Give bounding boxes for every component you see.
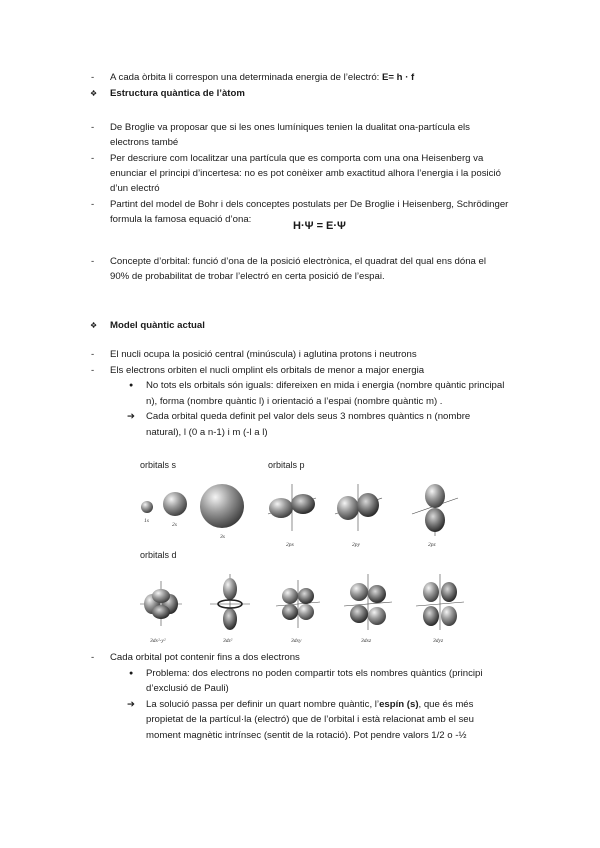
dash-bullet: - [91, 652, 95, 663]
diamond-bullet-icon: ❖ [90, 89, 98, 98]
orbital-3dx2-y2 [140, 581, 182, 626]
paragraph-line: El nucli ocupa la posició central (minúscula) i aglutina protons i neutrons [110, 349, 417, 360]
orbital-2px [268, 484, 316, 531]
label-3dx2-y2: 3dx²-y² [150, 638, 166, 644]
orbitals-p-label: orbitals p [268, 460, 305, 470]
spin-text-post: , que és més [418, 699, 474, 710]
label-3dxy: 3dxy [291, 638, 302, 644]
paragraph-line [146, 698, 473, 712]
paragraph-line: d’un electró [110, 183, 160, 194]
label-3dyz: 3dyz [433, 638, 444, 644]
orbital-2py [335, 484, 382, 531]
diamond-bullet-icon: ❖ [90, 321, 98, 330]
orbital-3s [200, 484, 244, 528]
label-2px: 2px [286, 542, 294, 548]
orbital-2pz [412, 484, 458, 536]
paragraph-line: Partint del model de Bohr i dels conceptes postulats per De Broglie i Heisenberg, Schrödinger [110, 199, 509, 210]
paragraph-line: Cada orbital queda definit pel valor dels seus 3 nombres quàntics n (nombre [146, 411, 471, 422]
intro-line [110, 71, 414, 85]
paragraph-line: propietat de la partícul·la (electró) que de l’orbital i està relacionat amb el seu [146, 714, 474, 725]
orbital-1s [141, 501, 153, 513]
orbitals-figure [130, 456, 470, 652]
orbital-3dz2 [210, 574, 250, 630]
label-2pz: 2pz [428, 542, 436, 548]
dash-bullet: - [91, 153, 95, 164]
orbitals-s-label: orbitals s [140, 460, 177, 470]
dash-bullet: - [91, 72, 95, 83]
paragraph-line: natural), l (0 a n-1) i m (-l a l) [146, 427, 268, 438]
intro-text: A cada òrbita li correspon una determinada energia de l’electró: [110, 72, 382, 83]
section-heading-structure: Estructura quàntica de l’àtom [110, 88, 245, 99]
paragraph-line: Cada orbital pot contenir fins a dos electrons [110, 652, 300, 663]
dash-bullet: - [91, 199, 95, 210]
label-2py: 2py [352, 542, 360, 548]
paragraph-line: electrons també [110, 137, 179, 148]
section-heading-model: Model quàntic actual [110, 320, 205, 331]
dash-bullet: - [91, 256, 95, 267]
label-3s: 3s [220, 534, 225, 540]
schrodinger-equation: H·Ψ = E·Ψ [293, 220, 346, 232]
paragraph-line: De Broglie va proposar que si les ones lumíniques tenien la dualitat ona-partícula els [110, 122, 470, 133]
label-1s: 1s [144, 518, 149, 524]
paragraph-line: formula la famosa equació d’ona: [110, 214, 252, 225]
arrow-bullet-icon: ➔ [127, 411, 136, 422]
orbital-2s [163, 492, 187, 516]
paragraph-line: n), forma (nombre quàntic l) i orientació a l’espai (nombre quàntic m) . [146, 396, 443, 407]
label-2s: 2s [172, 522, 177, 528]
paragraph-line: Per descriure com localitzar una partícula que es comporta com una ona Heisenberg va [110, 153, 484, 164]
dash-bullet: - [91, 122, 95, 133]
orbital-3dxy [276, 580, 320, 628]
dash-bullet: - [91, 349, 95, 360]
paragraph-line: moment magnètic intrínsec (sentit de la rotació). Pot pendre valors 1/2 o -½ [146, 730, 467, 741]
label-3dz2: 3dz² [223, 638, 233, 644]
paragraph-line: Problema: dos electrons no poden compartir tots els nombres quàntics (principi [146, 668, 483, 679]
d-orbitals [140, 574, 464, 644]
paragraph-line: enunciar el principi d’incertesa: no es pot conèixer amb exactitud alhora l’energia i la posició [110, 168, 501, 179]
spin-text-pre: La solució passa per definir un quart nombre quàntic, l’ [146, 699, 380, 710]
label-3dxz: 3dxz [361, 638, 372, 644]
paragraph-line: Concepte d’orbital: funció d’ona de la posició electrònica, el quadrat del qual ens dóna el [110, 256, 487, 267]
spin-term: espín (s) [379, 699, 419, 710]
dot-bullet-icon: ● [129, 670, 134, 677]
orbital-3dxz [344, 574, 392, 630]
paragraph-line: 90% de probabilitat de trobar l’electró en certa posició de l’espai. [110, 271, 385, 282]
arrow-bullet-icon: ➔ [127, 699, 136, 710]
dash-bullet: - [91, 365, 95, 376]
paragraph-line: d’exclusió de Pauli) [146, 683, 229, 694]
orbital-3dyz [416, 574, 464, 630]
p-orbitals [268, 484, 458, 548]
orbitals-d-label: orbitals d [140, 550, 177, 560]
paragraph-line: No tots els orbitals són iguals: difereixen en mida i energia (nombre quàntic principal [146, 380, 505, 391]
dot-bullet-icon: ● [129, 382, 134, 389]
planck-formula: E= h · f [382, 72, 415, 83]
s-orbitals [141, 484, 244, 540]
paragraph-line: Els electrons orbiten el nucli omplint els orbitals de menor a major energia [110, 365, 425, 376]
